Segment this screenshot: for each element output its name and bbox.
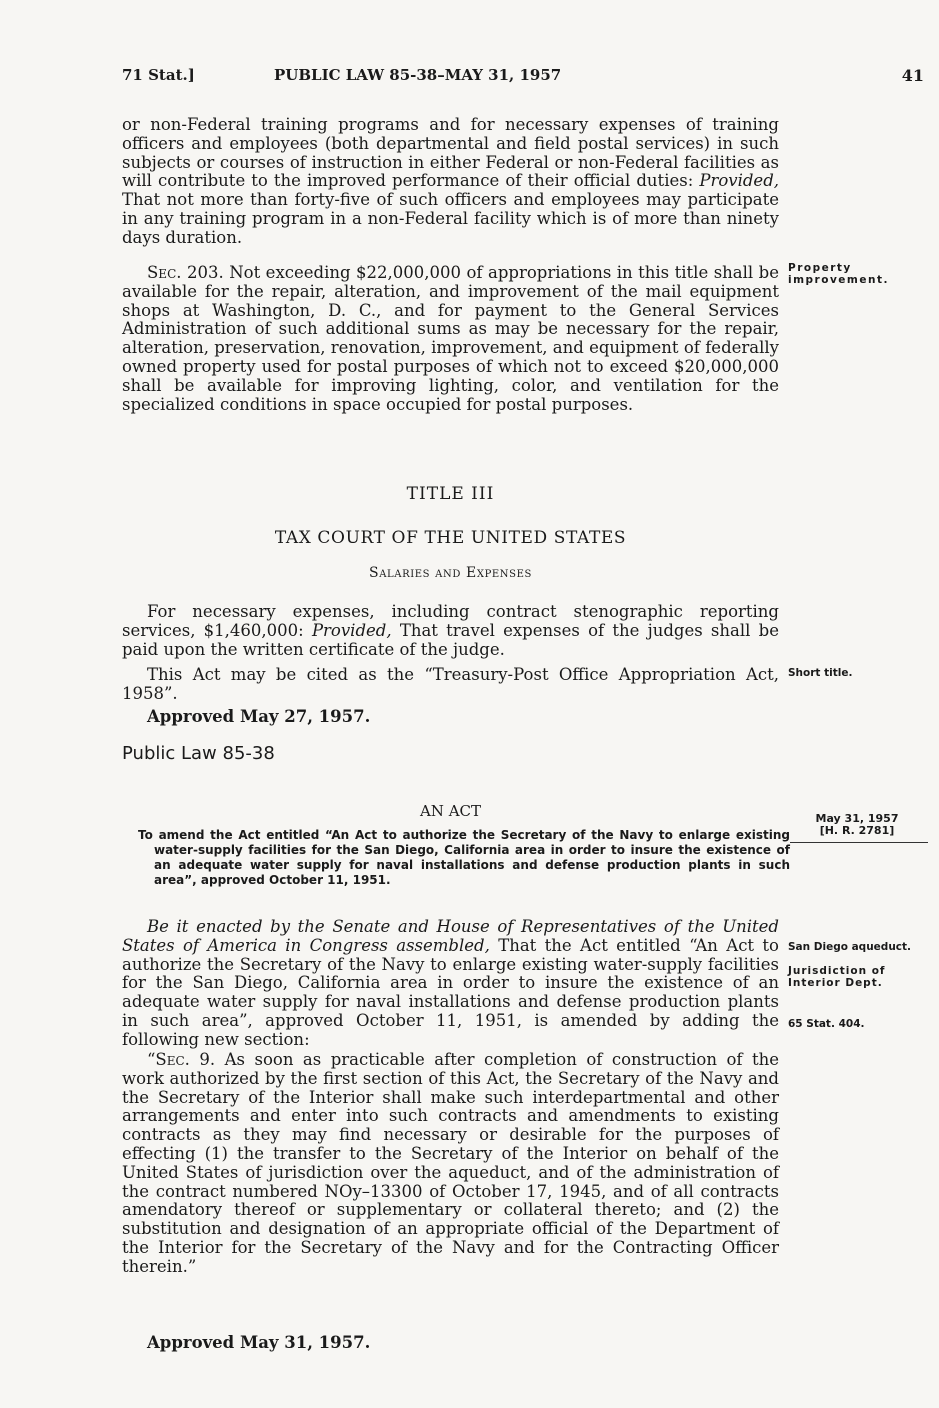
- an-act-heading: AN ACT: [419, 802, 482, 820]
- statute-reference: 71 Stat.]: [122, 66, 195, 84]
- margin-note-property: Property improvement.: [788, 262, 889, 286]
- margin-note-san-diego: San Diego aqueduct.: [788, 941, 912, 953]
- section-label: Sec.: [147, 263, 182, 282]
- approval-date-2: Approved May 31, 1957.: [147, 1333, 371, 1352]
- margin-note-short-title: Short title.: [788, 667, 853, 679]
- header-title: PUBLIC LAW 85-38–MAY 31, 1957: [274, 66, 562, 84]
- margin-note-jurisdiction: Jurisdiction of Interior Dept.: [788, 965, 886, 989]
- purpose-text: To amend the Act entitled “An Act to authorize the Secretary of the Navy to enlarge existing water-supply facilities for the San Diego, California area in order to insure the existence of an adequate water supply for naval installations and defense production plants in such area”, approved October 11, 1951.: [138, 828, 790, 887]
- margin-rule: [790, 842, 928, 843]
- paragraph-text: or non-Federal training programs and for necessary expenses of training officers and employees (both departmental and field postal services) in such subjects or courses of instruction in either Federal or non-Federal facilities as will contribute to the improved performance of their official duties:: [122, 115, 779, 191]
- provided-italic: Provided,: [699, 171, 779, 191]
- paragraph-short-title: [122, 666, 779, 704]
- title-subheading: TAX COURT OF THE UNITED STATES: [274, 528, 627, 548]
- section-label: “Sec.: [147, 1050, 190, 1069]
- enacting-italic: Be it enacted by the Senate and House of Representatives of the United States of America in Congress assembled,: [122, 917, 779, 955]
- running-header: [122, 66, 928, 90]
- section-heading: Salaries and Expenses: [369, 565, 532, 581]
- paragraph-text: For necessary expenses, including contract stenographic reporting services, $1,460,000:: [122, 602, 779, 640]
- section-text: 203. Not exceeding $22,000,000 of appropriations in this title shall be available for the repair, alteration, and improvement of the mail equipment shops at Washington, D. C., and for payment to the General Services Administration of such additional sums as may be necessary for the repair, alteration, preservation, renovation, improvement, and equipment of federally owned property used for postal purposes of which not to exceed $20,000,000 shall be available for improving lighting, color, and ventilation for the specialized conditions in space occupied for postal purposes.: [122, 263, 779, 414]
- enacting-text: That the Act entitled “An Act to authorize the Secretary of the Navy to enlarge existing water-supply facilities for the San Diego, California area in order to insure the existence of an adequate water supply for naval installations and defense production plants in such area”, approved October 11, 1951, is amended by adding the following new section:: [122, 935, 779, 1049]
- public-law-heading: Public Law 85-38: [122, 743, 275, 764]
- paragraph-text: This Act may be cited as the “Treasury-Post Office Appropriation Act, 1958”.: [122, 665, 779, 703]
- section-9: [122, 1051, 779, 1277]
- enacting-clause: [122, 918, 779, 1050]
- section-203: [122, 264, 779, 414]
- paragraph-tax-court: [122, 603, 779, 659]
- page-number: 41: [901, 66, 924, 85]
- margin-date: [788, 813, 926, 837]
- approval-date-1: Approved May 27, 1957.: [147, 707, 371, 726]
- section-text: 9. As soon as practicable after completion of construction of the work authorized by the first section of this Act, the Secretary of the Navy and the Secretary of the Interior shall make such interdepartmental and other arrangements and enter into such contracts and amendments to existing contracts as they may find necessary or desirable for the purposes of effecting (1) the transfer to the Secretary of the Interior on behalf of the United States of jurisdiction over the aqueduct, and of the administration of the contract numbered NOy–13300 of October 17, 1945, and of all contracts amendatory thereof or supplementary or collateral thereto; and (2) the substitution and designation of an appropriate official of the Department of the Interior for the Secretary of the Navy and for the Contracting Officer therein.”: [122, 1050, 779, 1276]
- margin-note-stat-ref: 65 Stat. 404.: [788, 1018, 865, 1030]
- paragraph-text: That travel expenses of the judges shall be paid upon the written certificate of the judge.: [122, 620, 779, 659]
- title-heading: TITLE III: [406, 484, 495, 504]
- paragraph-training: [122, 116, 779, 248]
- paragraph-text: That not more than forty-five of such officers and employees may participate in any training program in a non-Federal facility which is of more than ninety days duration.: [122, 190, 779, 247]
- margin-bill-number: [H. R. 2781]: [819, 824, 895, 837]
- margin-date-line: May 31, 1957: [815, 812, 899, 825]
- provided-italic: Provided,: [311, 620, 392, 640]
- act-purpose: [122, 828, 790, 888]
